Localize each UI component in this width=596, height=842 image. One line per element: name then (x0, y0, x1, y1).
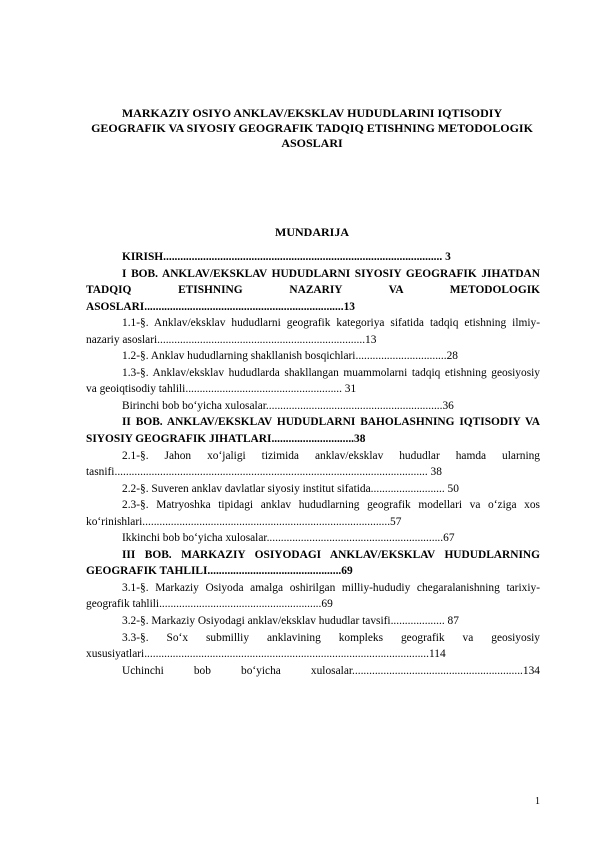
document-title: MARKAZIY OSIYO ANKLAV/EKSKLAV HUDUDLARINI IQTISODIY GEOGRAFIK VA SIYOSIY GEOGRAFIK TADQIQ ETISHNING METODOLOGIK ASOSLARI (91, 106, 533, 150)
toc-entry-introduction[interactable]: KIRISH.................................................................................................. 3 (122, 251, 451, 263)
page-number: 1 (535, 796, 540, 807)
toc-entry-chapter-1[interactable]: I BOB. ANKLAV/EKSKLAV HUDUDLARNI SIYOSIY GEOGRAFIK JIHATDAN TADQIQ ETISHNING NAZARIY VA METODOLOGIK ASOSLARI......................................................................13 (86, 267, 540, 313)
toc-entry-chapter-3-conclusions[interactable]: Uchinchi bob bo‘yicha xulosalar............................................................134 (122, 664, 540, 677)
toc-entry-section-2-2[interactable]: 2.2-§. Suveren anklav davlatlar siyosiy institut sifatida.......................... 50 (122, 482, 459, 495)
table-of-contents (86, 249, 540, 679)
toc-entry-section-3-1[interactable]: 3.1-§. Markaziy Osiyoda amalga oshirilgan milliy-hududiy chegaralanishning tarixiy-geografik tahlili.........................................................69 (86, 581, 540, 611)
toc-entry-section-3-2[interactable]: 3.2-§. Markaziy Osiyodagi anklav/eksklav hududlar tavsifi................... 87 (122, 615, 459, 628)
toc-entry-chapter-2[interactable]: II BOB. ANKLAV/EKSKLAV HUDUDLARNI BAHOLASHNING IQTISODIY VA SIYOSIY GEOGRAFIK JIHATLARI.............................38 (86, 416, 540, 446)
toc-entry-chapter-3[interactable]: III BOB. MARKAZIY OSIYODAGI ANKLAV/EKSKLAV HUDUDLARNING GEOGRAFIK TAHLILI...............................................69 (86, 548, 540, 578)
toc-entry-section-3-3[interactable]: 3.3-§. So‘x submilliy anklavining kompleks geografik va geosiyosiy xususiyatlari....................................................................................................114 (86, 631, 540, 661)
toc-entry-section-1-1[interactable]: 1.1-§. Anklav/eksklav hududlarni geografik kategoriya sifatida tadqiq etishning ilmiy-nazariy asoslari.........................................................................13 (86, 317, 540, 346)
toc-entry-chapter-2-conclusions[interactable]: Ikkinchi bob bo‘yicha xulosalar..............................................................67 (122, 532, 455, 545)
toc-entry-section-2-3[interactable]: 2.3-§. Matryoshka tipidagi anklav hududlarning geografik modellari va o‘ziga xos ko‘rinishlari.......................................................................................57 (86, 499, 540, 528)
toc-entry-chapter-1-conclusions[interactable]: Birinchi bob bo‘yicha xulosalar..............................................................36 (122, 399, 454, 412)
toc-entry-section-1-2[interactable]: 1.2-§. Anklav hududlarning shakllanish bosqichlari................................28 (122, 350, 458, 363)
toc-entry-section-1-3[interactable]: 1.3-§. Anklav/eksklav hududlarda shakllangan muammolarni tadqiq etishning geosiyosiy va geoiqtisodiy tahlili....................................................... 31 (86, 366, 540, 396)
contents-heading: MUNDARIJA (275, 225, 349, 239)
toc-entry-section-2-1[interactable]: 2.1-§. Jahon xo‘jaligi tizimida anklav/eksklav hududlar hamda ularning tasnifi.............................................................................................................. 38 (86, 449, 540, 479)
